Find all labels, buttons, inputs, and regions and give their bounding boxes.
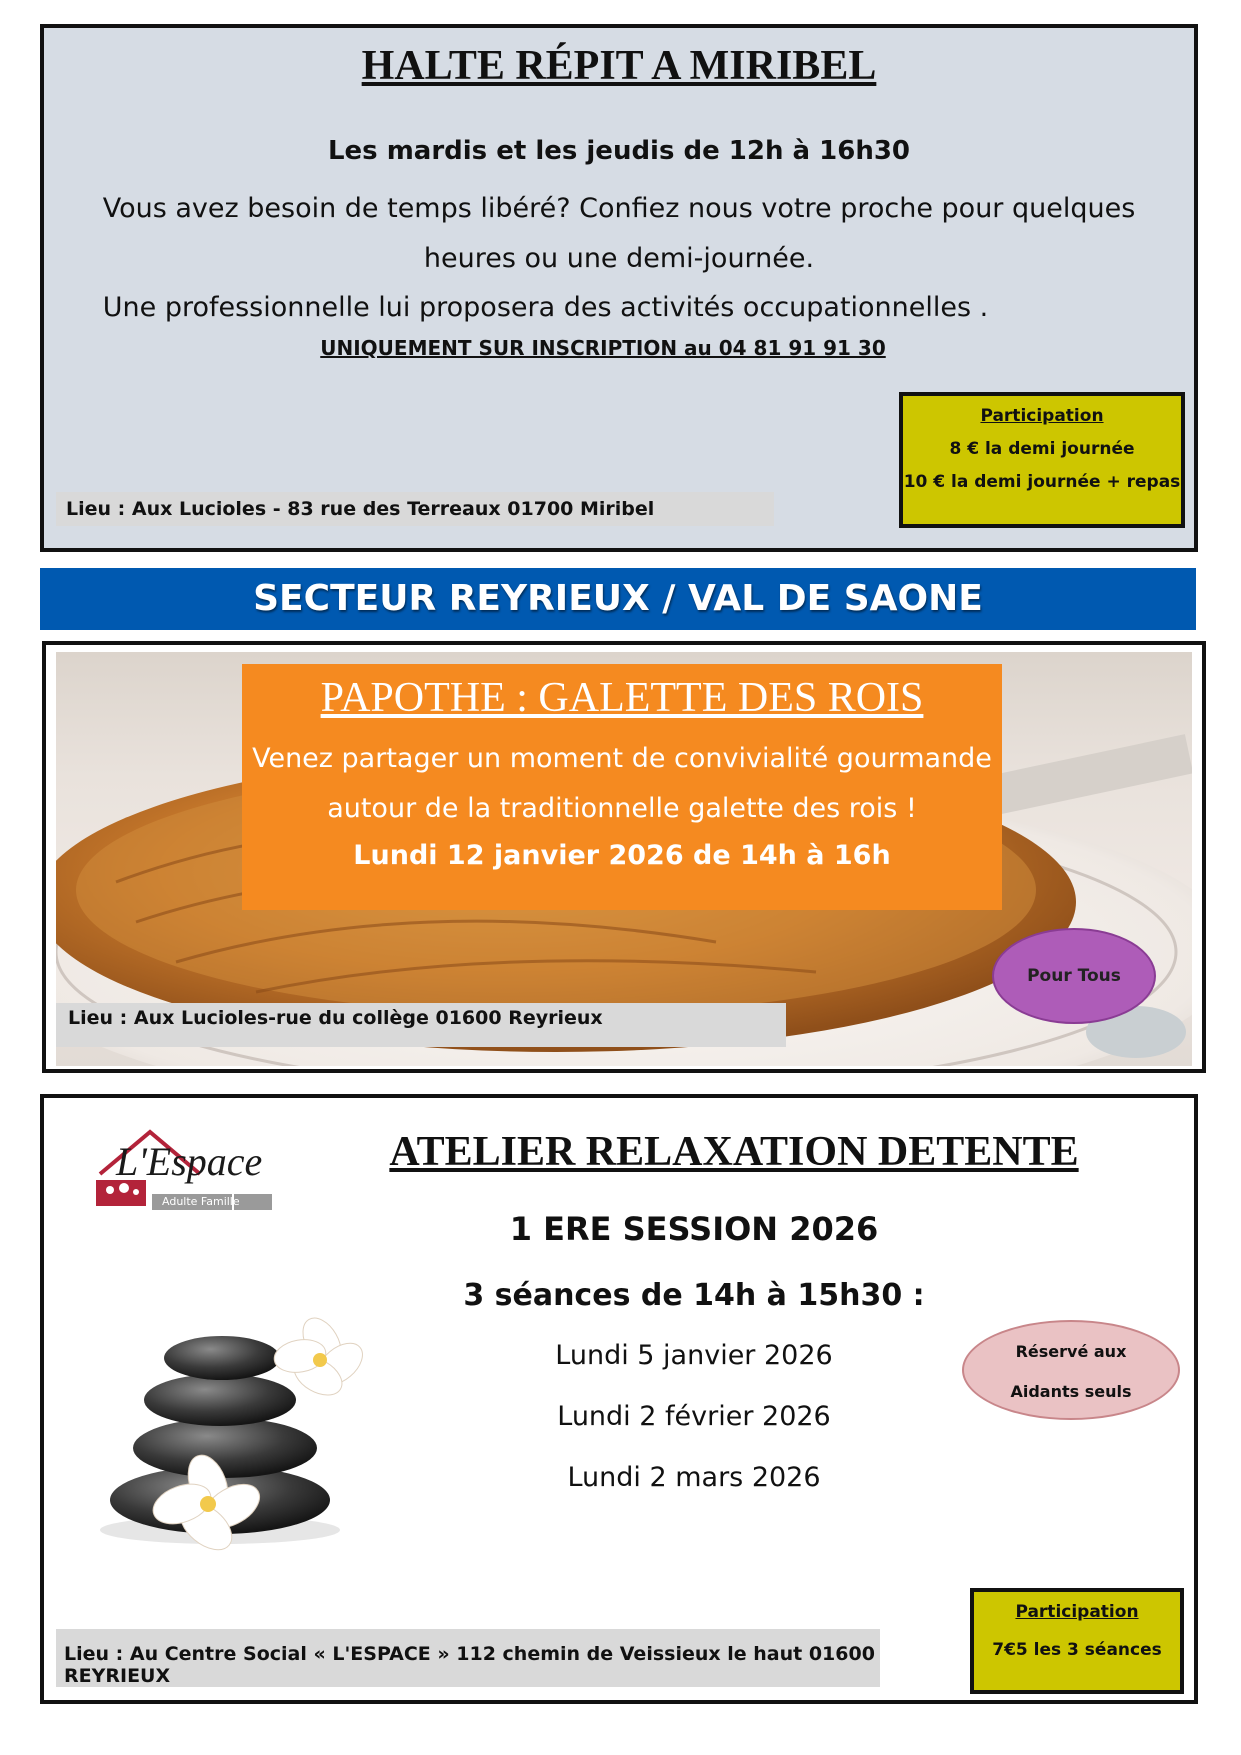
papothe-section — [42, 641, 1206, 1073]
halte-repit-section — [40, 24, 1198, 552]
papothe-date: Lundi 12 janvier 2026 de 14h à 16h — [353, 840, 891, 871]
atelier-date-2: Lundi 2 février 2026 — [557, 1401, 831, 1432]
papothe-title: PAPOTHE : GALETTE DES ROIS — [320, 675, 924, 721]
atelier-section — [40, 1094, 1198, 1704]
reserve-badge-line1: Réservé aux — [1015, 1342, 1127, 1361]
halte-schedule: Les mardis et les jeudis de 12h à 16h30 — [327, 136, 911, 166]
halte-professional-text: Une professionnelle lui proposera des activités occupationnelles . — [102, 292, 989, 323]
halte-location: Lieu : Aux Lucioles - 83 rue des Terreaux 01700 Miribel — [56, 492, 774, 526]
papothe-info-box — [242, 664, 1002, 910]
espace-logo — [80, 1124, 340, 1224]
atelier-date-3: Lundi 2 mars 2026 — [567, 1462, 821, 1493]
participation-price-1: 8 € la demi journée — [949, 439, 1135, 459]
halte-participation-box — [899, 392, 1185, 528]
atelier-participation-price: 7€5 les 3 séances — [992, 1640, 1162, 1660]
atelier-dates — [364, 1340, 1024, 1523]
participation-price-2: 10 € la demi journée + repas — [903, 472, 1181, 492]
papothe-description-1: Venez partager un moment de convivialité gourmande — [252, 743, 992, 774]
halte-inscription-phone[interactable]: UNIQUEMENT SUR INSCRIPTION au 04 81 91 91 30 — [320, 336, 886, 360]
atelier-session: 1 ERE SESSION 2026 — [509, 1210, 879, 1248]
halte-intro: Vous avez besoin de temps libéré? Confiez nous votre proche pour quelques heures ou une demi-journée. — [102, 193, 1136, 274]
participation-heading: Participation — [980, 406, 1104, 426]
zen-stones-illustration — [60, 1294, 390, 1554]
atelier-title: ATELIER RELAXATION DETENTE — [389, 1129, 1079, 1175]
atelier-date-1: Lundi 5 janvier 2026 — [555, 1340, 833, 1371]
reserve-aidants-badge — [962, 1320, 1180, 1420]
atelier-seances: 3 séances de 14h à 15h30 : — [463, 1278, 925, 1313]
zen-stones-image — [60, 1294, 390, 1554]
espace-logo-subtext: Adulte Famille — [162, 1195, 240, 1208]
pour-tous-badge: Pour Tous — [992, 928, 1156, 1024]
sector-banner: SECTEUR REYRIEUX / VAL DE SAONE — [40, 568, 1196, 630]
espace-logo-text: L'Espace — [116, 1139, 263, 1184]
papothe-description-2: autour de la traditionnelle galette des rois ! — [327, 793, 917, 824]
atelier-participation-box — [970, 1588, 1184, 1694]
atelier-location: Lieu : Au Centre Social « L'ESPACE » 112 chemin de Veissieux le haut 01600 REYRIEUX — [56, 1629, 880, 1687]
papothe-location: Lieu : Aux Lucioles-rue du collège 01600 Reyrieux — [56, 1003, 786, 1047]
atelier-participation-heading: Participation — [1015, 1602, 1139, 1622]
reserve-badge-line2: Aidants seuls — [1010, 1382, 1132, 1401]
halte-title: HALTE RÉPIT A MIRIBEL — [361, 43, 877, 89]
